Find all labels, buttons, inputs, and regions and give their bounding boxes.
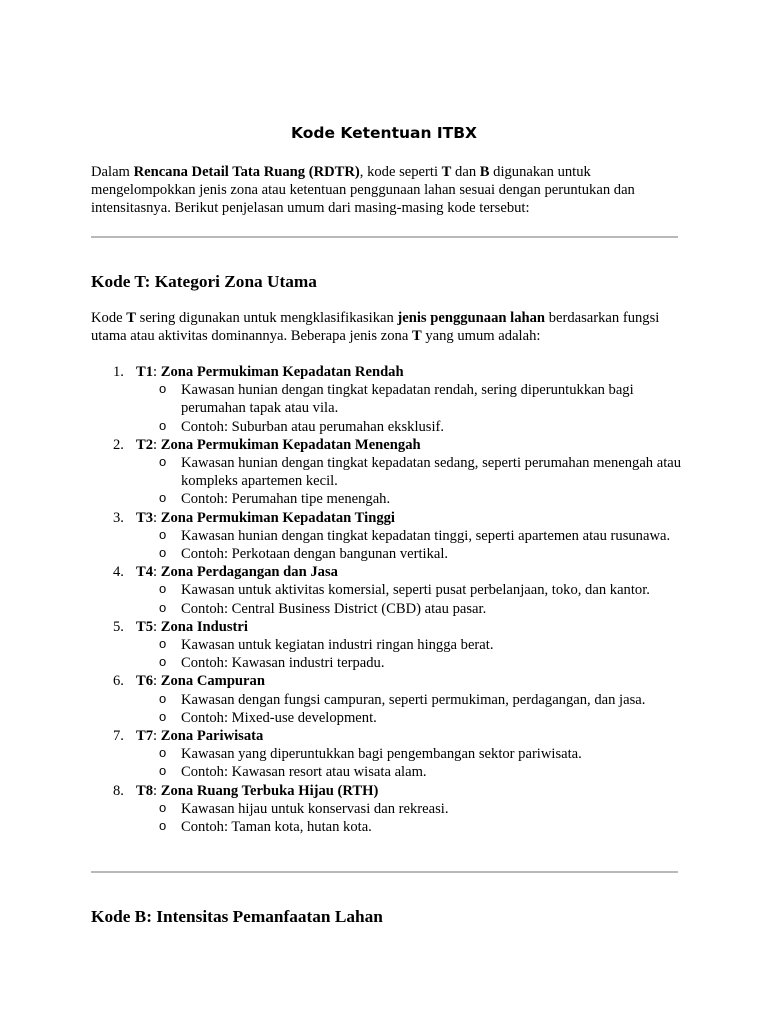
zone-name: Zona Ruang Terbuka Hijau (RTH) [160, 782, 379, 799]
list-item: 8. T8: Zona Ruang Terbuka Hijau (RTH) o Kawasan hijau untuk konservasi dan rekreasi. o Contoh: Taman kota, hutan kota. [91, 782, 691, 837]
zone-code: T4 [136, 564, 154, 581]
intro-text: digunakan untuk mengelompokkan jenis zona atau ketentuan penggunaan lahan sesuai dengan peruntukan dan intensitasnya. Berikut penjelasan umum dari masing-masing kode tersebut: [91, 164, 635, 217]
sub-list [136, 800, 691, 836]
zone-code: T6 [136, 673, 154, 690]
zone-description: Kawasan yang diperuntukkan bagi pengembangan sektor pariwisata. [181, 746, 582, 763]
zone-name: Zona Permukiman Kepadatan Rendah [160, 364, 404, 380]
zone-description: Kawasan hijau untuk konservasi dan rekreasi. [181, 800, 449, 817]
section-t-text: sering digunakan untuk mengklasifikasikan [136, 310, 398, 326]
horizontal-divider [91, 871, 678, 873]
zone-description: Kawasan untuk aktivitas komersial, seperti pusat perbelanjaan, toko, dan kantor. [181, 582, 650, 599]
section-t-bold: T [126, 310, 136, 326]
bullet-icon: o [159, 599, 167, 615]
sub-item [91, 800, 691, 818]
list-item: 6. T6: Zona Campuran o Kawasan dengan fungsi campuran, seperti permukiman, perdagangan, dan jasa. o Contoh: Mixed-use development. [91, 672, 691, 727]
sub-item [91, 545, 691, 563]
sub-item [91, 454, 691, 490]
section-t-bold: jenis penggunaan lahan [397, 310, 546, 326]
zone-code: T7 [136, 728, 154, 745]
section-t-paragraph [91, 309, 691, 345]
document-title: Kode Ketentuan ITBX [290, 124, 478, 142]
bullet-icon: o [159, 799, 167, 815]
list-item: 3. T3: Zona Permukiman Kepadatan Tinggi o Kawasan hunian dengan tingkat kepadatan tinggi, seperti apartemen atau rusunawa. o Contoh: Perkotaan dengan bangunan vertikal. [91, 509, 691, 564]
zone-code: T3 [136, 509, 154, 526]
list-number: 2. [113, 436, 124, 453]
zone-description: Kawasan hunian dengan tingkat kepadatan rendah, sering diperuntukkan bagi perumahan tapak atau vila. [181, 382, 634, 417]
zone-example: Contoh: Kawasan industri terpadu. [181, 655, 385, 672]
sub-list [136, 745, 691, 781]
sub-item [91, 418, 691, 436]
zone-code: T1 [136, 364, 154, 380]
sub-item [91, 818, 691, 836]
zone-name: Zona Industri [160, 618, 248, 635]
list-item: 1. T1: Zona Permukiman Kepadatan Rendah o Kawasan hunian dengan tingkat kepadatan rendah, sering diperuntukkan bagi perumahan tapak atau vila. o Contoh: Suburban atau perumahan eksklusif. [91, 363, 691, 436]
section-t-bold: T [411, 328, 422, 345]
list-item: 2. T2: Zona Permukiman Kepadatan Menengah o Kawasan hunian dengan tingkat kepadatan sedang, seperti perumahan menengah atau kompleks apartemen kecil. o Contoh: Perumahan tipe menengah. [91, 436, 691, 509]
sub-item [91, 381, 691, 417]
zone-description: Kawasan hunian dengan tingkat kepadatan sedang, seperti perumahan menengah atau kompleks apartemen kecil. [181, 455, 682, 490]
horizontal-divider [91, 236, 678, 238]
sub-item [91, 709, 691, 727]
intro-bold-rdtr: Rencana Detail Tata Ruang (RDTR) [133, 164, 360, 180]
zone-example: Contoh: Suburban atau perumahan eksklusif. [181, 418, 445, 435]
zone-example: Contoh: Central Business District (CBD) atau pasar. [181, 600, 487, 617]
sub-item [91, 581, 691, 599]
bullet-icon: o [159, 636, 167, 652]
zone-description: Kawasan hunian dengan tingkat kepadatan tinggi, seperti apartemen atau rusunawa. [181, 527, 671, 544]
zone-name: Zona Permukiman Kepadatan Menengah [160, 436, 421, 453]
intro-text: , kode seperti [359, 164, 442, 180]
list-number: 3. [113, 509, 124, 526]
sub-item [91, 745, 691, 763]
sub-list [136, 581, 691, 617]
bullet-icon: o [159, 690, 167, 706]
bullet-icon: o [159, 745, 167, 761]
zone-example: Contoh: Taman kota, hutan kota. [181, 819, 372, 836]
zone-code: T2 [136, 436, 154, 453]
section-heading-kode-b: Kode B: Intensitas Pemanfaatan Lahan [91, 907, 383, 926]
intro-bold-b: B [479, 164, 490, 180]
intro-paragraph [91, 163, 691, 218]
section-heading-kode-t: Kode T: Kategori Zona Utama [91, 272, 317, 291]
list-item: 5. T5: Zona Industri o Kawasan untuk kegiatan industri ringan hingga berat. o Contoh: Kawasan industri terpadu. [91, 618, 691, 673]
list-number: 8. [113, 782, 124, 799]
list-number: 5. [113, 618, 124, 635]
zone-example: Contoh: Perumahan tipe menengah. [181, 491, 391, 508]
sub-item [91, 600, 691, 618]
sub-list [136, 381, 691, 436]
sub-item [91, 763, 691, 781]
sub-item [91, 636, 691, 654]
zone-code: T8 [136, 782, 154, 799]
zone-description: Kawasan dengan fungsi campuran, seperti permukiman, perdagangan, dan jasa. [181, 691, 646, 708]
zone-description: Kawasan untuk kegiatan industri ringan hingga berat. [181, 637, 494, 654]
zone-example: Contoh: Mixed-use development. [181, 709, 377, 726]
list-number: 7. [113, 728, 124, 745]
zone-name: Zona Pariwisata [160, 728, 264, 745]
zone-example: Contoh: Kawasan resort atau wisata alam. [181, 764, 427, 781]
sub-item [91, 691, 691, 709]
bullet-icon: o [159, 526, 167, 542]
zone-example: Contoh: Perkotaan dengan bangunan vertikal. [181, 546, 449, 563]
bullet-icon: o [159, 417, 167, 433]
sub-item [91, 654, 691, 672]
intro-text: Dalam [91, 164, 134, 180]
sub-item [91, 490, 691, 508]
zone-code: T5 [136, 618, 154, 635]
sub-list [136, 454, 691, 509]
sub-list [136, 691, 691, 727]
list-number: 1. [113, 364, 124, 380]
section-t-text: yang umum adalah: [421, 328, 541, 345]
list-number: 6. [113, 673, 124, 690]
intro-text: dan [451, 164, 480, 180]
list-item: 4. T4: Zona Perdagangan dan Jasa o Kawasan untuk aktivitas komersial, seperti pusat perbelanjaan, toko, dan kantor. o Contoh: Central Business District (CBD) atau pasar. [91, 563, 691, 618]
zone-name: Zona Campuran [160, 673, 265, 690]
zone-list [91, 363, 691, 836]
zone-name: Zona Perdagangan dan Jasa [160, 564, 338, 581]
bullet-icon: o [159, 454, 167, 470]
sub-list [136, 636, 691, 672]
bullet-icon: o [159, 654, 167, 670]
intro-bold-t: T [441, 164, 452, 180]
zone-name: Zona Permukiman Kepadatan Tinggi [160, 509, 395, 526]
bullet-icon: o [159, 381, 167, 397]
sub-item [91, 527, 691, 545]
bullet-icon: o [159, 763, 167, 779]
list-number: 4. [113, 564, 124, 581]
section-t-text: berdasarkan fungsi utama atau aktivitas dominannya. Beberapa jenis zona [91, 310, 660, 345]
list-item: 7. T7: Zona Pariwisata o Kawasan yang diperuntukkan bagi pengembangan sektor pariwisata. o Contoh: Kawasan resort atau wisata alam. [91, 727, 691, 782]
bullet-icon: o [159, 545, 167, 561]
bullet-icon: o [159, 818, 167, 834]
bullet-icon: o [159, 581, 167, 597]
bullet-icon: o [159, 490, 167, 506]
bullet-icon: o [159, 708, 167, 724]
sub-list [136, 527, 691, 563]
section-t-text: Kode [91, 310, 127, 326]
